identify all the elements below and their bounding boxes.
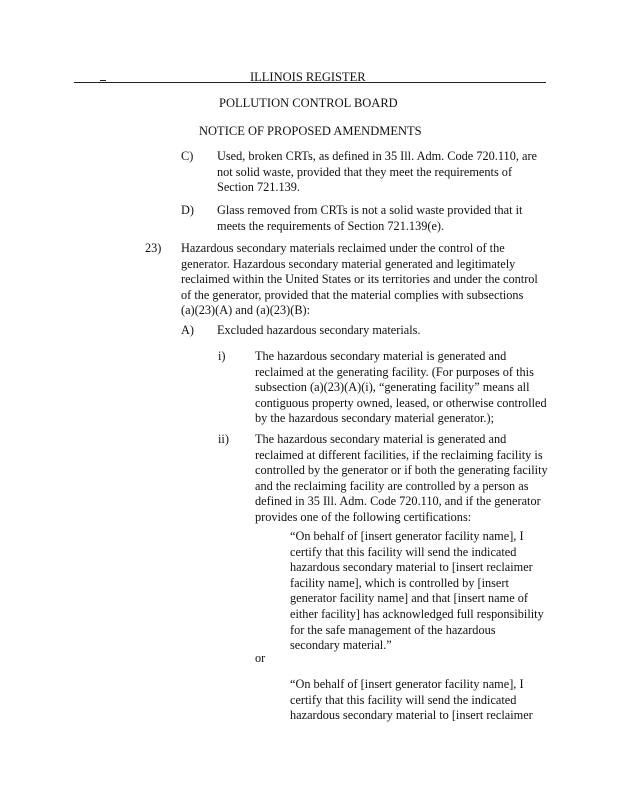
text-line: “On behalf of [insert generator facility name], I: [290, 529, 524, 543]
text-line: Used, broken CRTs, as defined in 35 Ill. Adm. Code 720.110, are: [217, 149, 538, 163]
text-line: Section 721.139.: [217, 180, 300, 195]
board-title: POLLUTION CONTROL BOARD: [219, 96, 398, 110]
text-line: provides one of the following certifications:: [255, 509, 472, 524]
item-d-text: [217, 203, 522, 234]
header-tick: [100, 80, 106, 81]
text-line: for the safe management of the hazardous: [290, 622, 496, 637]
text-line: and the reclaiming facility are controlled by a person as: [255, 478, 529, 493]
text-line: facility name], which is controlled by [insert: [290, 575, 509, 590]
notice-title: NOTICE OF PROPOSED AMENDMENTS: [199, 124, 422, 138]
text-line: not solid waste, provided that they meet the requirements of: [217, 164, 513, 179]
text-line: of the generator, provided that the material complies with subsections: [181, 287, 524, 302]
subsection-ii-label: ii): [218, 432, 229, 446]
text-line: certify that this facility will send the indicated: [290, 692, 517, 707]
text-line: secondary material.”: [290, 638, 392, 653]
subsection-a-text: Excluded hazardous secondary materials.: [217, 323, 421, 337]
item-d-label: D): [181, 203, 194, 217]
register-title: ILLINOIS REGISTER: [250, 70, 366, 84]
text-line: Hazardous secondary materials reclaimed under the control of the: [181, 241, 505, 255]
subsection-i-label: i): [218, 349, 226, 363]
text-line: subsection (a)(23)(A)(i), “generating facility” means all: [255, 380, 530, 395]
text-line: (a)(23)(A) and (a)(23)(B):: [181, 303, 311, 318]
item-c-label: C): [181, 149, 194, 163]
subsection-a-label: A): [181, 323, 194, 337]
subsection-i-text: [255, 349, 547, 427]
text-line: defined in 35 Ill. Adm. Code 720.110, and if the generator: [255, 494, 541, 509]
paragraph-23-text: [181, 241, 538, 319]
text-line: either facility] has acknowledged full responsibility: [290, 606, 544, 621]
or-separator: or: [255, 651, 266, 665]
item-c-text: [217, 149, 537, 196]
header-rule: [74, 82, 546, 83]
text-line: reclaimed at different facilities, if the reclaiming facility is: [255, 447, 543, 462]
text-line: contiguous property owned, leased, or otherwise controlled: [255, 395, 547, 410]
text-line: The hazardous secondary material is generated and: [255, 349, 507, 363]
subsection-ii-text: [255, 432, 548, 526]
certification-quote-2: [290, 677, 533, 724]
text-line: generator. Hazardous secondary material generated and legitimately: [181, 256, 516, 271]
text-line: hazardous secondary material to [insert reclaimer: [290, 560, 533, 575]
paragraph-23-label: 23): [145, 241, 162, 255]
text-line: “On behalf of [insert generator facility name], I: [290, 677, 524, 691]
text-line: reclaimed at the generating facility. (For purposes of this: [255, 364, 534, 379]
text-line: meets the requirements of Section 721.139(e).: [217, 218, 445, 233]
text-line: The hazardous secondary material is generated and: [255, 432, 507, 446]
text-line: reclaimed within the United States or its territories and under the control: [181, 272, 538, 287]
text-line: Glass removed from CRTs is not a solid waste provided that it: [217, 203, 523, 217]
text-line: by the hazardous secondary material generator.);: [255, 411, 495, 426]
text-line: generator facility name] and that [insert name of: [290, 591, 528, 606]
text-line: certify that this facility will send the indicated: [290, 544, 517, 559]
certification-quote-1: [290, 529, 544, 654]
text-line: controlled by the generator or if both the generating facility: [255, 463, 548, 478]
text-line: hazardous secondary material to [insert reclaimer: [290, 708, 533, 723]
